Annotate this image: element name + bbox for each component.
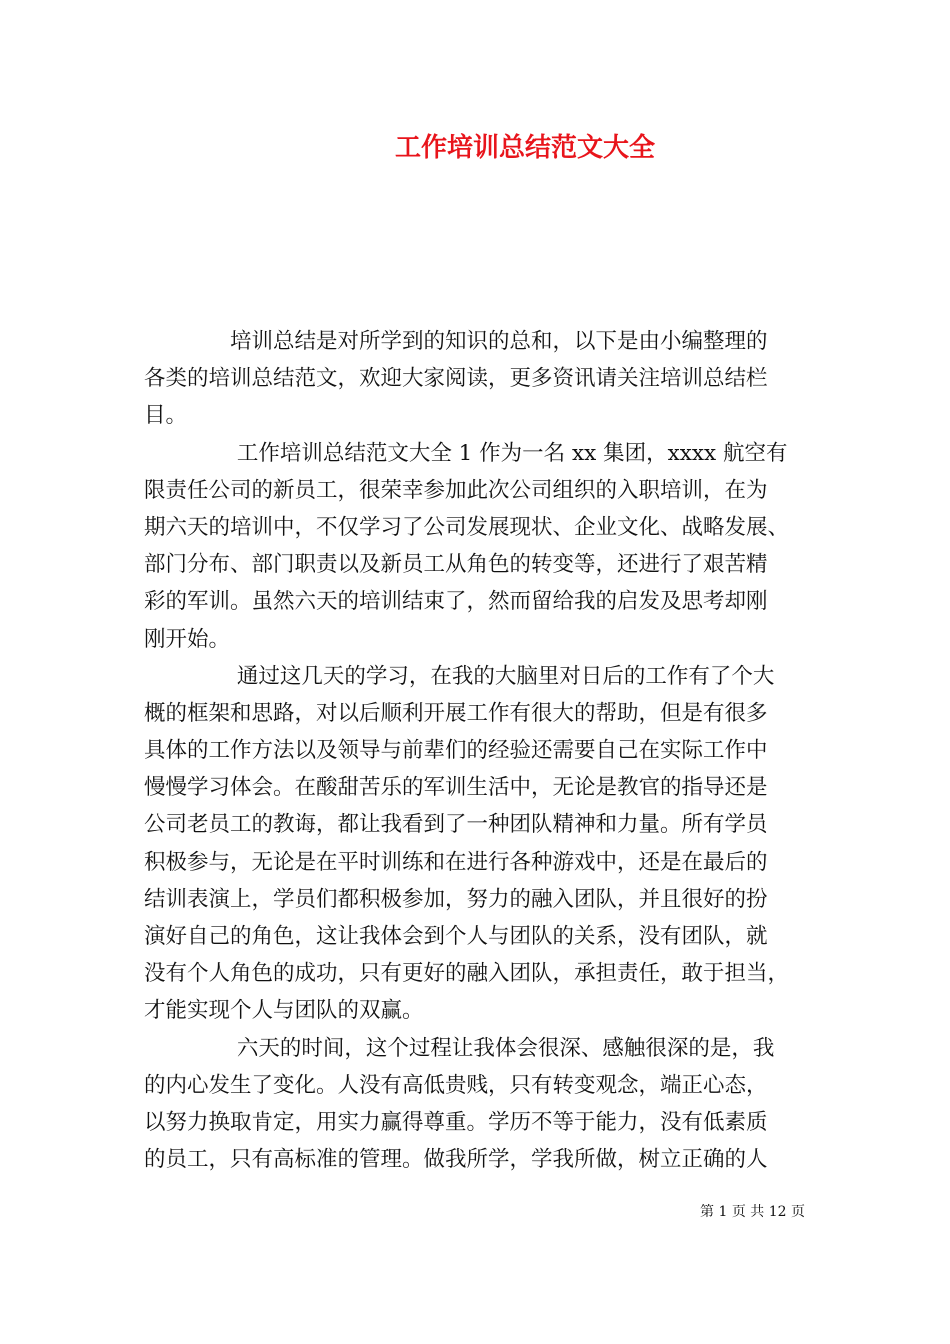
body-line: 六天的时间，这个过程让我体会很深、感触很深的是，我 xyxy=(144,1035,775,1061)
body-line: 彩的军训。虽然六天的培训结束了，然而留给我的启发及思考却刚 xyxy=(144,589,768,615)
body-line: 培训总结是对所学到的知识的总和，以下是由小编整理的 xyxy=(144,329,768,354)
body-line: 各类的培训总结范文，欢迎大家阅读，更多资讯请关注培训总结栏 xyxy=(144,366,768,392)
body-line: 刚开始。 xyxy=(144,626,231,652)
body-line: 演好自己的角色，这让我体会到个人与团队的关系，没有团队，就 xyxy=(144,924,768,949)
body-line: 具体的工作方法以及领导与前辈们的经验还需要自己在实际工作中 xyxy=(144,738,768,764)
body-line: 目。 xyxy=(144,403,188,429)
body-line: 慢慢学习体会。在酸甜苦乐的军训生活中，无论是教官的指导还是 xyxy=(144,775,768,801)
body-line: 公司老员工的教诲，都让我看到了一种团队精神和力量。所有学员 xyxy=(144,812,768,838)
document-body xyxy=(144,323,810,1178)
document-title: 工作培训总结范文大全 xyxy=(394,133,655,163)
body-line: 的员工，只有高标准的管理。做我所学，学我所做，树立正确的人 xyxy=(144,1147,768,1173)
body-line: 部门分布、部门职责以及新员工从角色的转变等，还进行了艰苦精 xyxy=(144,552,768,578)
body-line: 限责任公司的新员工，很荣幸参加此次公司组织的入职培训，在为 xyxy=(144,477,768,503)
body-line: 没有个人角色的成功，只有更好的融入团队，承担责任，敢于担当， xyxy=(144,961,790,987)
page-footer: 第 1 页 共 12 页 xyxy=(700,1204,805,1220)
body-line: 才能实现个人与团队的双赢。 xyxy=(144,998,424,1024)
body-line: 通过这几天的学习，在我的大脑里对日后的工作有了个大 xyxy=(144,663,775,689)
body-line: 结训表演上，学员们都积极参加，努力的融入团队，并且很好的扮 xyxy=(144,886,768,912)
body-line: 积极参与，无论是在平时训练和在进行各种游戏中，还是在最后的 xyxy=(144,849,768,875)
body-line: 概的框架和思路，对以后顺利开展工作有很大的帮助，但是有很多 xyxy=(144,700,768,726)
body-line: 以努力换取肯定，用实力赢得尊重。学历不等于能力，没有低素质 xyxy=(144,1109,768,1135)
body-line: 期六天的培训中，不仅学习了公司发展现状、企业文化、战略发展、 xyxy=(144,514,790,540)
body-line: 工作培训总结范文大全 1 作为一名 xx 集团，xxxx 航空有 xyxy=(144,440,788,466)
body-line: 的内心发生了变化。人没有高低贵贱，只有转变观念，端正心态， xyxy=(144,1072,768,1098)
